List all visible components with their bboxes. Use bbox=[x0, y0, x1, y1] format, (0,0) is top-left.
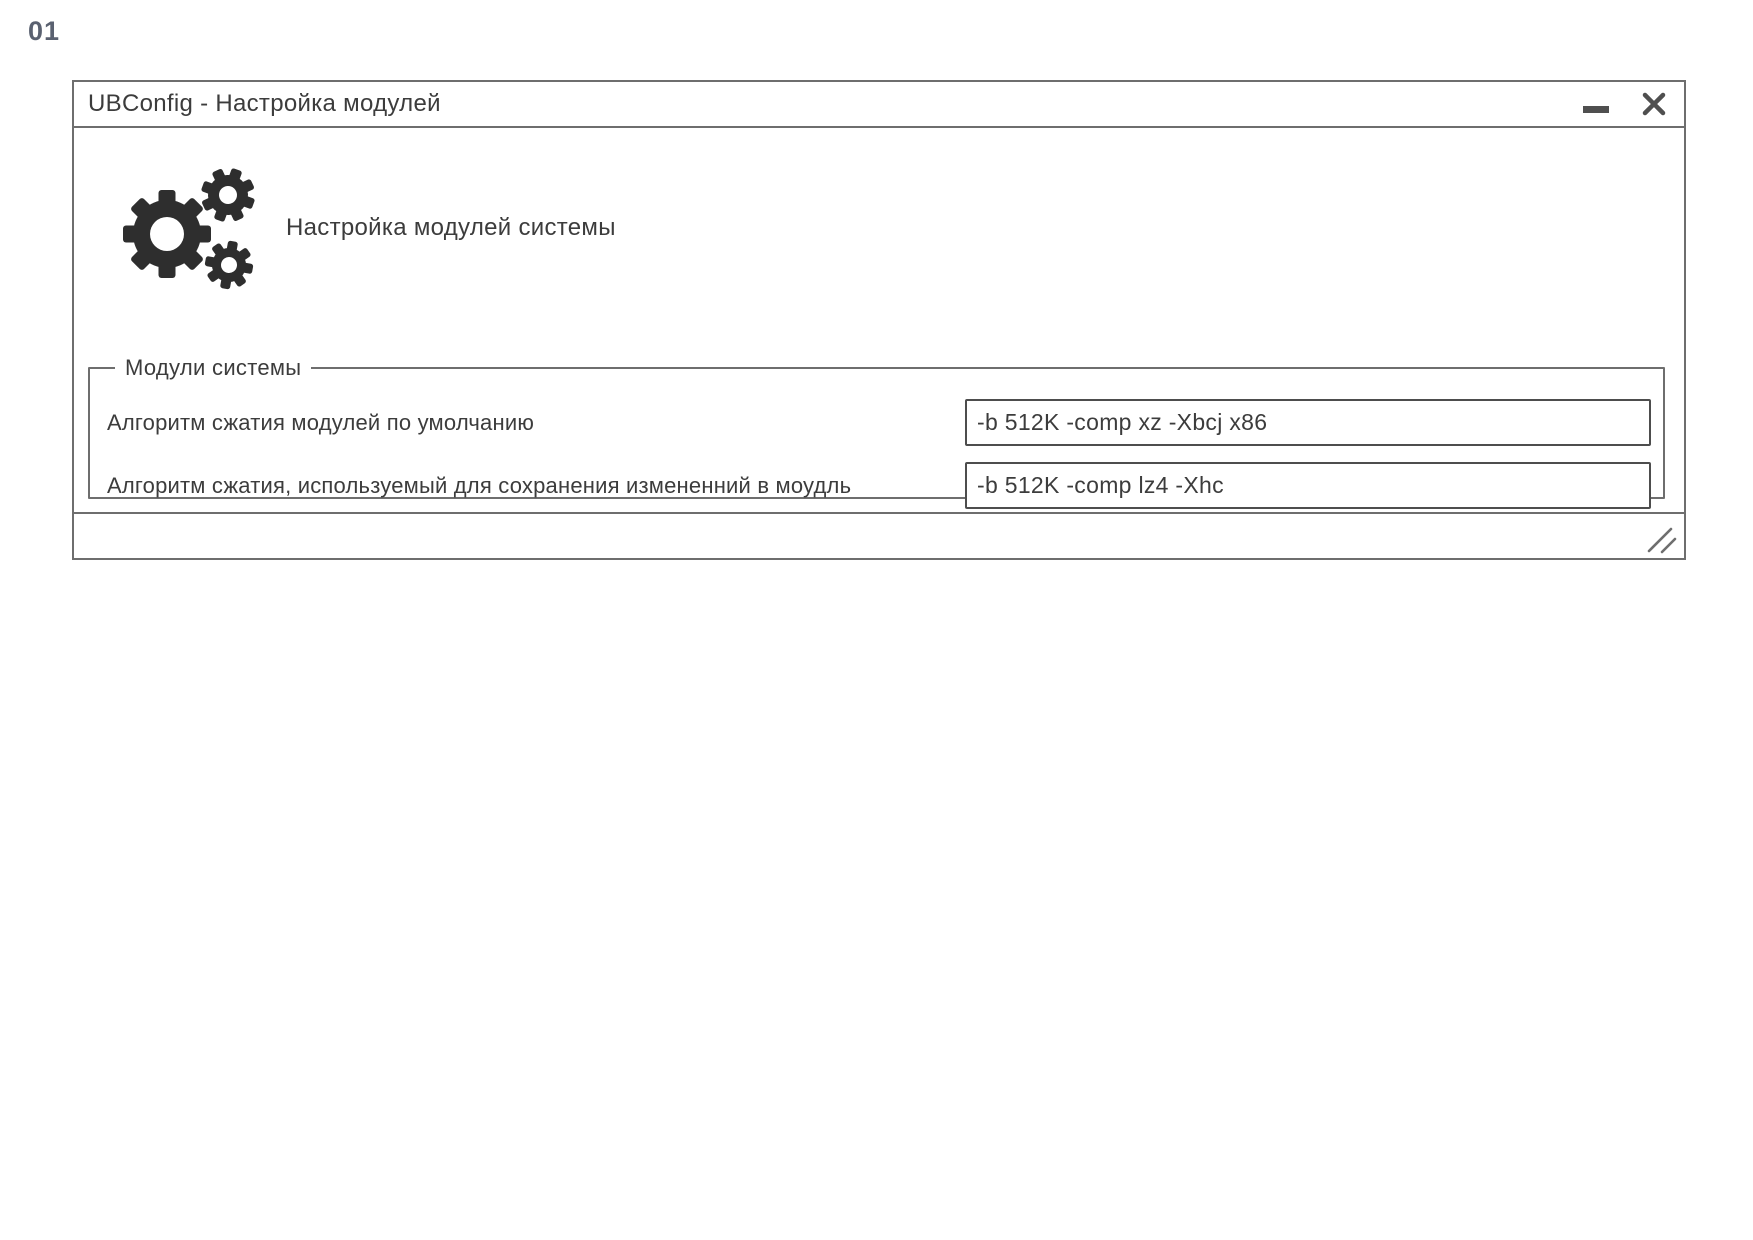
default-compression-input[interactable] bbox=[965, 399, 1651, 446]
save-compression-input[interactable] bbox=[965, 462, 1651, 509]
dialog-heading: Настройка модулей системы bbox=[286, 214, 616, 241]
minimize-button[interactable] bbox=[1582, 90, 1610, 118]
form-row-save-compression bbox=[107, 462, 1651, 509]
titlebar bbox=[74, 82, 1684, 128]
save-compression-label: Алгоритм сжатия, используемый для сохранения измененний в моудль bbox=[107, 472, 852, 498]
window-content bbox=[74, 130, 1684, 510]
window-controls bbox=[1582, 90, 1668, 118]
gears-icon bbox=[114, 164, 264, 298]
close-icon bbox=[1641, 91, 1667, 117]
resize-grip-icon[interactable] bbox=[1646, 526, 1678, 554]
default-compression-label: Алгоритм сжатия модулей по умолчанию bbox=[107, 409, 535, 435]
close-button[interactable] bbox=[1640, 90, 1668, 118]
ubconfig-window bbox=[72, 80, 1686, 560]
groupbox-legend: Модули системы bbox=[125, 355, 302, 380]
statusbar bbox=[74, 512, 1684, 558]
form-row-default-compression bbox=[107, 399, 1651, 446]
modules-groupbox bbox=[88, 355, 1665, 499]
minimize-icon bbox=[1583, 106, 1609, 113]
page-number-label: 01 bbox=[28, 16, 61, 46]
window-title: UBConfig - Настройка модулей bbox=[88, 90, 441, 117]
